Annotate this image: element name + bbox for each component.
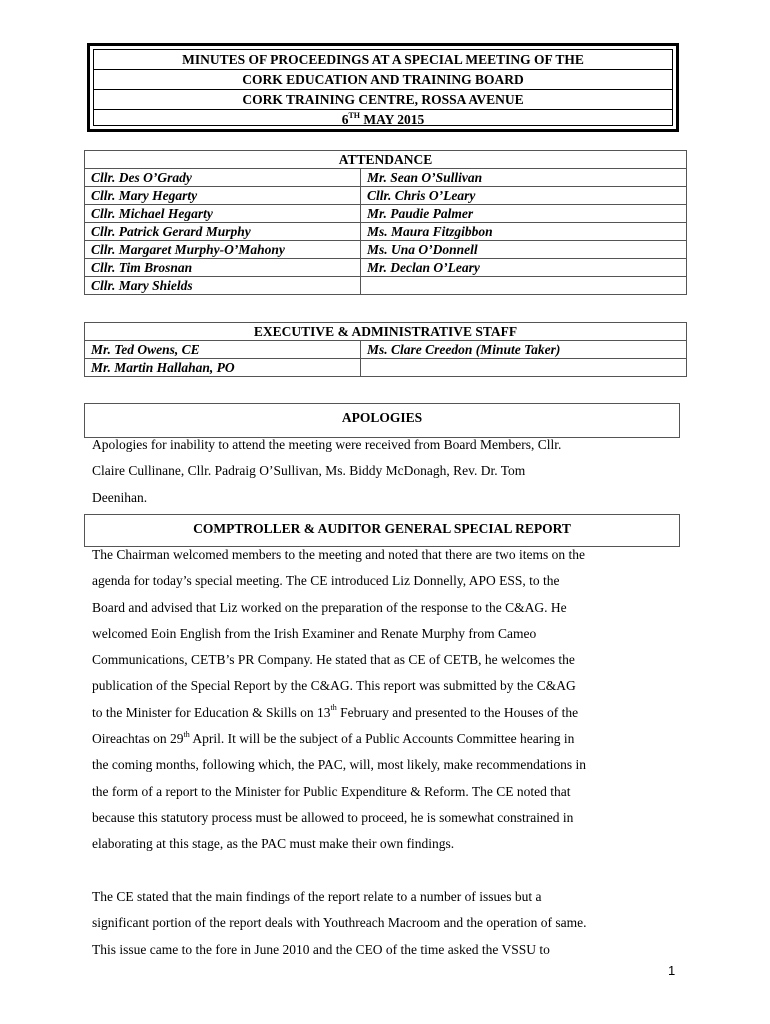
apologies-heading: APOLOGIES [84, 403, 680, 438]
text-segment: to the Minister for Education & Skills on 13 [92, 704, 331, 720]
attendance-heading: ATTENDANCE [85, 151, 687, 169]
staff-heading: EXECUTIVE & ADMINISTRATIVE STAFF [85, 323, 687, 341]
apologies-paragraph [92, 432, 682, 511]
text-line: Board and advised that Liz worked on the preparation of the response to the C&AG. He [92, 599, 567, 615]
title-inner [93, 49, 673, 126]
findings-paragraph [92, 884, 682, 963]
title-box [87, 43, 679, 132]
ordinal-suffix: th [330, 703, 337, 713]
staff-left: Mr. Ted Owens, CE [85, 341, 361, 359]
text-line: Communications, CETB’s PR Company. He stated that as CE of CETB, he welcomes the [92, 652, 575, 668]
table-row [85, 241, 687, 259]
text-line: Claire Cullinane, Cllr. Padraig O’Sullivan, Ms. Biddy McDonagh, Rev. Dr. Tom [92, 463, 526, 479]
text-segment: April. It will be the subject of a Public Accounts Committee hearing in [189, 731, 575, 747]
attendee-left: Cllr. Des O’Grady [85, 169, 361, 187]
attendance-header-row [85, 151, 687, 169]
attendee-right: Cllr. Chris O’Leary [361, 187, 687, 205]
table-row [85, 277, 687, 295]
table-row [85, 359, 687, 377]
title-date-suffix: TH [348, 110, 361, 120]
attendee-left: Cllr. Margaret Murphy-O’Mahony [85, 241, 361, 259]
attendee-left: Cllr. Tim Brosnan [85, 259, 361, 277]
attendee-left: Cllr. Patrick Gerard Murphy [85, 223, 361, 241]
text-line: This issue came to the fore in June 2010 and the CEO of the time asked the VSSU to [92, 941, 550, 957]
text-segment: Oireachtas on 29 [92, 731, 184, 747]
attendee-right: Mr. Paudie Palmer [361, 205, 687, 223]
table-row [85, 259, 687, 277]
text-line: Deenihan. [92, 489, 148, 505]
attendee-left: Cllr. Michael Hegarty [85, 205, 361, 223]
title-line-3: CORK TRAINING CENTRE, ROSSA AVENUE [94, 90, 672, 110]
text-line: publication of the Special Report by the C&AG. This report was submitted by the C&AG [92, 678, 576, 694]
staff-right: Ms. Clare Creedon (Minute Taker) [361, 341, 687, 359]
table-row [85, 205, 687, 223]
title-date-rest: MAY 2015 [360, 112, 425, 127]
table-row [85, 223, 687, 241]
text-line [92, 726, 682, 752]
attendee-left: Cllr. Mary Hegarty [85, 187, 361, 205]
cag-report-heading: COMPTROLLER & AUDITOR GENERAL SPECIAL REPORT [84, 514, 680, 547]
table-row [85, 187, 687, 205]
ordinal-suffix: th [183, 729, 190, 739]
title-line-1: MINUTES OF PROCEEDINGS AT A SPECIAL MEETING OF THE [94, 50, 672, 70]
title-date [94, 110, 672, 129]
attendee-right: Ms. Una O’Donnell [361, 241, 687, 259]
text-line: agenda for today’s special meeting. The CE introduced Liz Donnelly, APO ESS, to the [92, 573, 560, 589]
staff-header-row [85, 323, 687, 341]
attendee-left: Cllr. Mary Shields [85, 277, 361, 295]
attendee-right: Mr. Sean O’Sullivan [361, 169, 687, 187]
attendee-right: Ms. Maura Fitzgibbon [361, 223, 687, 241]
title-date-day: 6 [341, 112, 349, 127]
text-line: because this statutory process must be allowed to proceed, he is somewhat constrained in [92, 809, 574, 825]
table-row [85, 169, 687, 187]
attendee-right: Mr. Declan O’Leary [361, 259, 687, 277]
text-line: The CE stated that the main findings of the report relate to a number of issues but a [92, 889, 542, 904]
text-line: the coming months, following which, the PAC, will, most likely, make recommendations in [92, 757, 586, 773]
staff-left: Mr. Martin Hallahan, PO [85, 359, 361, 377]
text-line [92, 700, 682, 726]
text-segment: February and presented to the Houses of the [336, 704, 579, 720]
table-row [85, 341, 687, 359]
text-line: significant portion of the report deals with Youthreach Macroom and the operation of same. [92, 915, 587, 931]
attendance-table [84, 150, 687, 295]
text-line: elaborating at this stage, as the PAC must make their own findings. [92, 836, 455, 852]
text-line: Apologies for inability to attend the meeting were received from Board Members, Cllr. [92, 437, 562, 452]
text-line: the form of a report to the Minister for Public Expenditure & Reform. The CE noted that [92, 783, 571, 799]
title-line-2: CORK EDUCATION AND TRAINING BOARD [94, 70, 672, 90]
attendee-right [361, 277, 687, 295]
text-line: welcomed Eoin English from the Irish Examiner and Renate Murphy from Cameo [92, 625, 537, 641]
cag-report-paragraph [92, 542, 682, 858]
staff-table [84, 322, 687, 377]
text-line: The Chairman welcomed members to the meeting and noted that there are two items on the [92, 547, 585, 562]
page-number: 1 [668, 963, 676, 978]
staff-right [361, 359, 687, 377]
